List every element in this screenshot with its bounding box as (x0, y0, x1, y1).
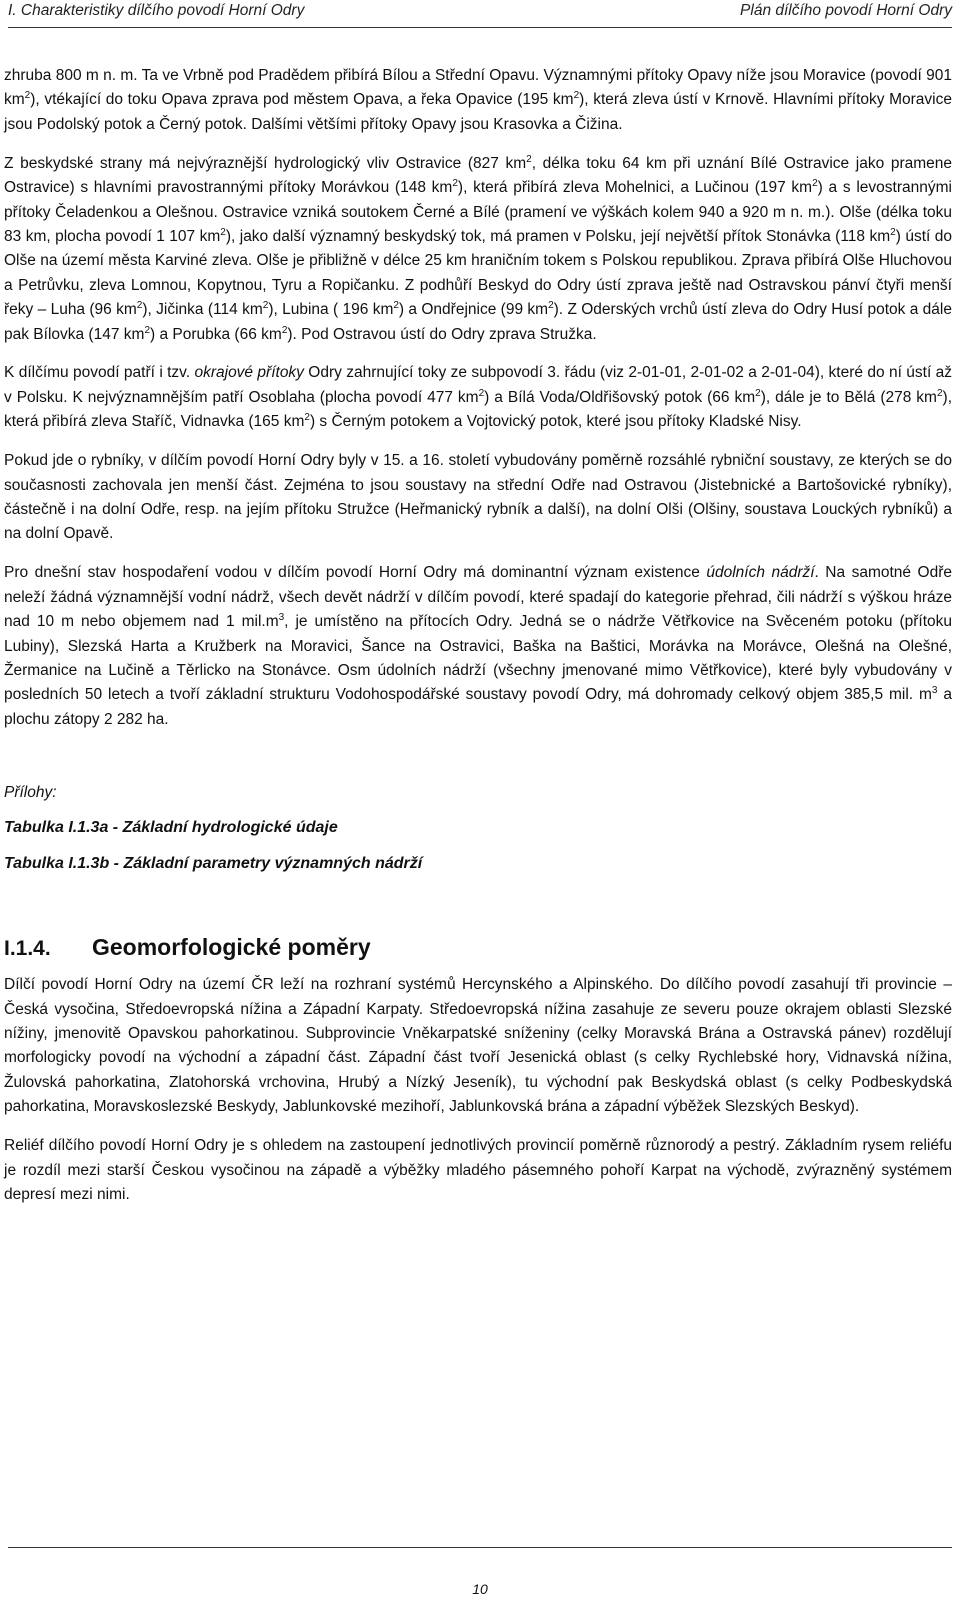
body-paragraph: Pokud jde o rybníky, v dílčím povodí Horní Odry byly v 15. a 16. století vybudovány poměrně rozsáhlé rybniční soustavy, ze kterých se do současnosti zachovala jen menší část. Zejména to jsou soustavy na střední Odře nad Ostravou (Jistebnické a Bartošovické rybníky), částečně i na dolní Odře, resp. na jejím přítoku Stružce (Heřmanický rybník a další), na dolní Olši (Olšiny, soustava Louckých rybníků) a na dolní Opavě. (4, 452, 952, 543)
annex-label: Přílohy: (4, 784, 57, 802)
body-paragraph: Z beskydské strany má nejvýraznější hydrologický vliv Ostravice (827 $km^2$, délka toku 64 km při uznání Bílé Ostravice jako pramene Ostravice) s hlavními pravostrannými přítoky Morávkou (148 $km^2$), která přibírá zleva Mohelnici, a Lučinou (197 $km^2$) a s levostrannými přítoky Čeladenkou a Olešnou. Ostravice vzniká soutokem Černé a Bílé (pramení ve výškách kolem 940 a 920 m n. m.). Olše (délka toku 83 km, plocha povodí 1 107 $km^2$), jako další významný beskydský tok, má pramen v Polsku, její největší přítok Stonávka (118 $km^2$) ústí do Olše na území města Karviné zleva. Olše je přibližně v délce 25 km hraničním tokem s Polskou republikou. Zprava přibírá Olše Hluchovou a Petrůvku, zleva Lomnou, Kopytnou, Tyru a Ropičanku. Z podhůří Beskyd do Odry ústí zprava ještě nad Ostravskou pánví čtyři menší řeky – Luha (96 $km^2$), Jičinka (114 $km^2$), Lubina ( 196 $km^2$) a Ondřejnice (99 $km^2$). Z Oderských vrchů ústí zleva do Odry Husí potok a dále pak Bílovka (147 $km^2$) a Porubka (66 $km^2$). Pod Ostravou ústí do Odry zprava Stružka. (4, 153, 953, 343)
annex-item: Tabulka I.1.3b - Základní parametry významných nádrží (4, 855, 423, 873)
page-content (4, 64, 952, 1222)
header-chapter-title: I. Charakteristiky dílčího povodí Horní Odry (8, 2, 305, 19)
body-paragraph: zhruba 800 m n. m. Ta ve Vrbně pod Pradědem přibírá Bílou a Střední Opavu. Významnými přítoky Opavy níže jsou Moravice (povodí 901 $km^2$), vtékající do toku Opava zprava pod městem Opava, a řeka Opavice (195 $km^2$), která zleva ústí v Krnově. Hlavními přítoky Moravice jsou Podolský potok a Černý potok. Dalšími většími přítoky Opavy jsou Krasovka a Čižina. (4, 67, 952, 133)
page-number: 10 (472, 1581, 488, 1597)
section-title: Geomorfologické poměry (92, 934, 371, 961)
header-document-title: Plán dílčího povodí Horní Odry (740, 2, 952, 19)
section-number: I.1.4. (4, 937, 51, 961)
body-paragraph: Dílčí povodí Horní Odry na území ČR leží na rozhraní systémů Hercynského a Alpinského. Do dílčího povodí zasahují tři provincie – Česká vysočina, Středoevropská nížina a Západní Karpaty. Středoevropská nížina zasahuje ze severu pouze okrajem oblasti Slezské nížiny, jmenovitě Opavskou pahorkatinou. Subprovincie Vněkarpatské sníženiny (celky Moravská Brána a Ostravská pánev) rozdělují morfologicky povodí na východní a západní část. Západní část tvoří Jesenická oblast (s celky Rychlebské hory, Vidnavská nížina, Žulovská pahorkatina, Zlatohorská vrchovina, Hrubý a Nízký Jeseník), tu východní pak Beskydská oblast (s celky Podbeskydská pahorkatina, Moravskoslezské Beskydy, Jablunkovské mezihoří, Jablunkovská brána a západní výběžek Slezských Beskyd). (4, 976, 952, 1116)
annex-item: Tabulka I.1.3a - Základní hydrologické údaje (4, 819, 338, 837)
footer-rule (8, 1547, 952, 1548)
section-heading (4, 934, 952, 961)
running-header (8, 2, 952, 24)
header-rule (8, 27, 952, 28)
body-paragraph: Reliéf dílčího povodí Horní Odry je s ohledem na zastoupení jednotlivých provincií poměrně různorodý a pestrý. Základním rysem reliéfu je rozdíl mezi starší Českou vysočinou na západě a výběžky mladého pásemného pohoří Karpat na východě, zvýrazněný systémem depresí mezi nimi. (4, 1137, 952, 1203)
body-paragraph: K dílčímu povodí patří i tzv. okrajové přítoky Odry zahrnující toky ze subpovodí 3. řádu (viz 2-01-01, 2-01-02 a 2-01-04), které do ní ústí až v Polsku. K nejvýznamnějším patří Osoblaha (plocha povodí 477 $km^2$) a Bílá Voda/Oldřišovský potok (66 $km^2$), dále je to Bělá (278 $km^2$), která přibírá zleva Staříč, Vidnavka (165 $km^2$) s Černým potokem a Vojtovický potok, které jsou přítoky Kladské Nisy. (4, 364, 952, 431)
body-paragraph: Pro dnešní stav hospodaření vodou v dílčím povodí Horní Odry má dominantní význam existence údolních nádrží. Na samotné Odře neleží žádná významnější vodní nádrž, všech devět nádrží v dílčím povodí, které spadají do kategorie přehrad, čili nádrží s výškou hráze nad 10 m nebo objemem nad 1 $mil.m^3$, je umístěno na přítocích Odry. Jedná se o nádrže Větřkovice na Svěceném potoku (přítoku Lubiny), Slezská Harta a Kružberk na Moravici, Šance na Ostravici, Baška na Baštici, Morávka na Morávce, Olešná na Olešné, Žermanice na Lučině a Těrlicko na Stonávce. Osm údolních nádrží (všechny jmenované mimo Větřkovice), které byly vybudovány v posledních 50 letech a tvoří základní strukturu Vodohospodářské soustavy povodí Odry, má dohromady celkový objem 385,5 mil. $m^3$ a plochu zátopy 2 282 ha. (4, 564, 952, 728)
